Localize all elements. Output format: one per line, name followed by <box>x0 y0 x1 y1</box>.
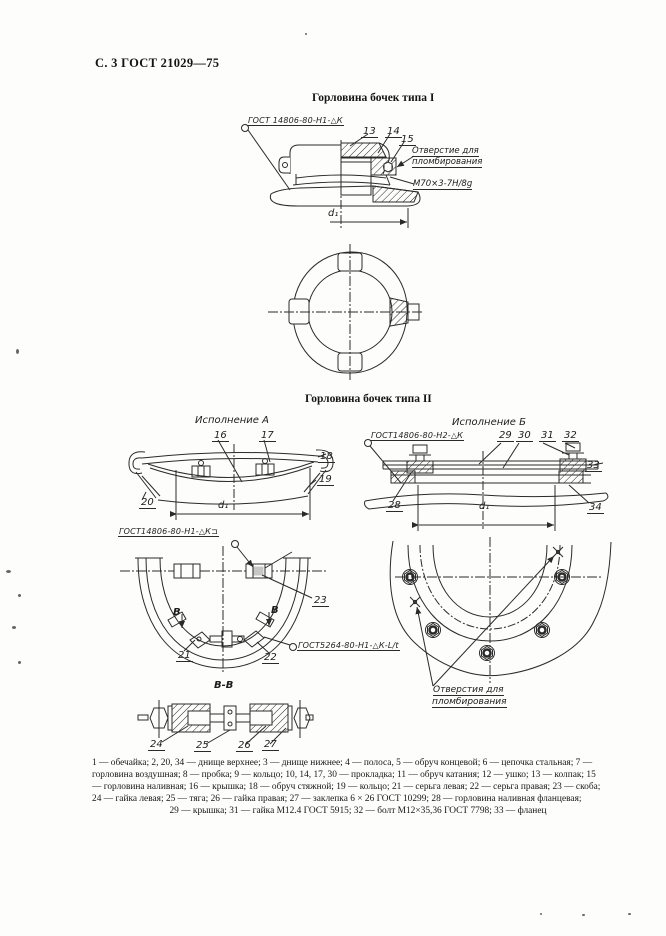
part21-label: 21 <box>178 650 191 661</box>
type1-part14-label: 14 <box>387 126 400 137</box>
part24-label: 24 <box>150 739 163 750</box>
part26-label: 26 <box>238 740 251 751</box>
variant-b-d1-dim-label: d₁ <box>479 501 490 512</box>
page-header: С. 3 ГОСТ 21029—75 <box>95 56 220 70</box>
part17-label: 17 <box>261 430 274 441</box>
section-bb-title: В-В <box>214 680 234 691</box>
scan-speck <box>628 913 631 915</box>
flange-seal-note-line2: пломбирования <box>432 697 507 707</box>
clamp-view-drawing <box>102 528 402 676</box>
part32-label: 32 <box>564 430 577 441</box>
flange-bolts <box>403 570 570 661</box>
scan-speck <box>540 913 542 915</box>
flange-view-drawing <box>383 537 623 687</box>
part28-label: 28 <box>388 500 401 511</box>
type1-seal-note-line1: Отверстие для <box>412 146 479 156</box>
variant-b-label: Исполнение Б <box>452 417 526 428</box>
type1-thread-spec: М70×3-7Н/8g <box>413 179 473 189</box>
scan-speck <box>16 349 19 354</box>
type1-section-drawing <box>238 112 530 234</box>
part29-label: 29 <box>499 430 512 441</box>
caption-line-2: горловина воздушная; 8 — пробка; 9 — кольцо; 10, 14, 17, 30 — прокладка; 11 — обруч катания; 12 — ушко; 13 — колпак; 15 <box>92 770 596 780</box>
variant-a-d1-dim-label: d₁ <box>218 500 229 511</box>
part30-label: 30 <box>518 430 531 441</box>
scan-speck <box>18 594 21 597</box>
sealing-hole-left <box>410 597 420 607</box>
clamp-gost-callout-weld: ГОСТ5264-80-Н1-△К-L/t <box>298 641 399 650</box>
part33-label: 33 <box>587 460 600 471</box>
caption-line-5: 29 — крышка; 31 — гайка М12.4 ГОСТ 5915; 32 — болт М12×35,36 ГОСТ 7798; 33 — фланец <box>169 806 547 816</box>
type2-title: Горловина бочек типа II <box>305 393 432 405</box>
part19-label: 19 <box>319 474 332 485</box>
type1-title: Горловина бочек типа I <box>312 92 435 104</box>
scan-speck <box>582 914 585 916</box>
part23-label: 23 <box>314 595 327 606</box>
section-bb-drawing <box>138 694 313 746</box>
type1-part15-label: 15 <box>401 134 414 145</box>
variant-b-drawing <box>363 443 608 535</box>
section-mark-b-right: В <box>271 605 279 616</box>
variant-b-gost-callout: ГОСТ14806-80-Н2-△К <box>371 431 464 440</box>
part34-label: 34 <box>589 502 602 513</box>
part25-label: 25 <box>196 740 209 751</box>
flange-seal-note-line1: Отверстия для <box>433 685 504 695</box>
scan-speck <box>12 626 16 629</box>
type1-part13-label: 13 <box>363 126 376 137</box>
type1-d1-dim-label: d₁ <box>328 208 339 219</box>
scan-speck <box>305 33 307 35</box>
caption-line-4: 24 — гайка левая; 25 — тяга; 26 — гайка правая; 27 — заклепка 6 × 26 ГОСТ 10299; 28 — горловина наливная фланцевая; <box>92 794 582 804</box>
caption-line-3: — горловина наливная; 16 — крышка; 18 — обруч стяжной; 19 — кольцо; 21 — серьга левая; 22 — серьга правая; 23 — скоба; <box>92 782 601 792</box>
variant-a-label: Исполнение А <box>195 415 269 426</box>
part22-label: 22 <box>264 652 277 663</box>
figure-caption <box>92 757 624 817</box>
type1-gost-callout: ГОСТ 14806-80-Н1-△К <box>248 116 343 125</box>
part18-label: 18 <box>320 451 333 462</box>
part31-label: 31 <box>541 430 554 441</box>
section-mark-b-left: В <box>173 607 181 618</box>
clamp-gost-callout-seam: ГОСТ14806-80-Н1-△К⊐ <box>119 527 218 536</box>
sealing-hole-top-right <box>553 547 563 557</box>
part16-label: 16 <box>214 430 227 441</box>
scan-speck <box>6 570 11 573</box>
part20-label: 20 <box>141 497 154 508</box>
caption-line-1: 1 — обечайка; 2, 20, 34 — днище верхнее; 3 — днище нижнее; 4 — полоса, 5 — обруч концевой; 6 — цепочка стальная; 7 — <box>92 758 593 768</box>
scan-speck <box>18 661 21 664</box>
type1-top-view-drawing <box>262 238 428 386</box>
variant-a-drawing <box>112 440 347 525</box>
part27-label: 27 <box>264 739 277 750</box>
type1-seal-note-line2: пломбирования <box>412 157 483 167</box>
